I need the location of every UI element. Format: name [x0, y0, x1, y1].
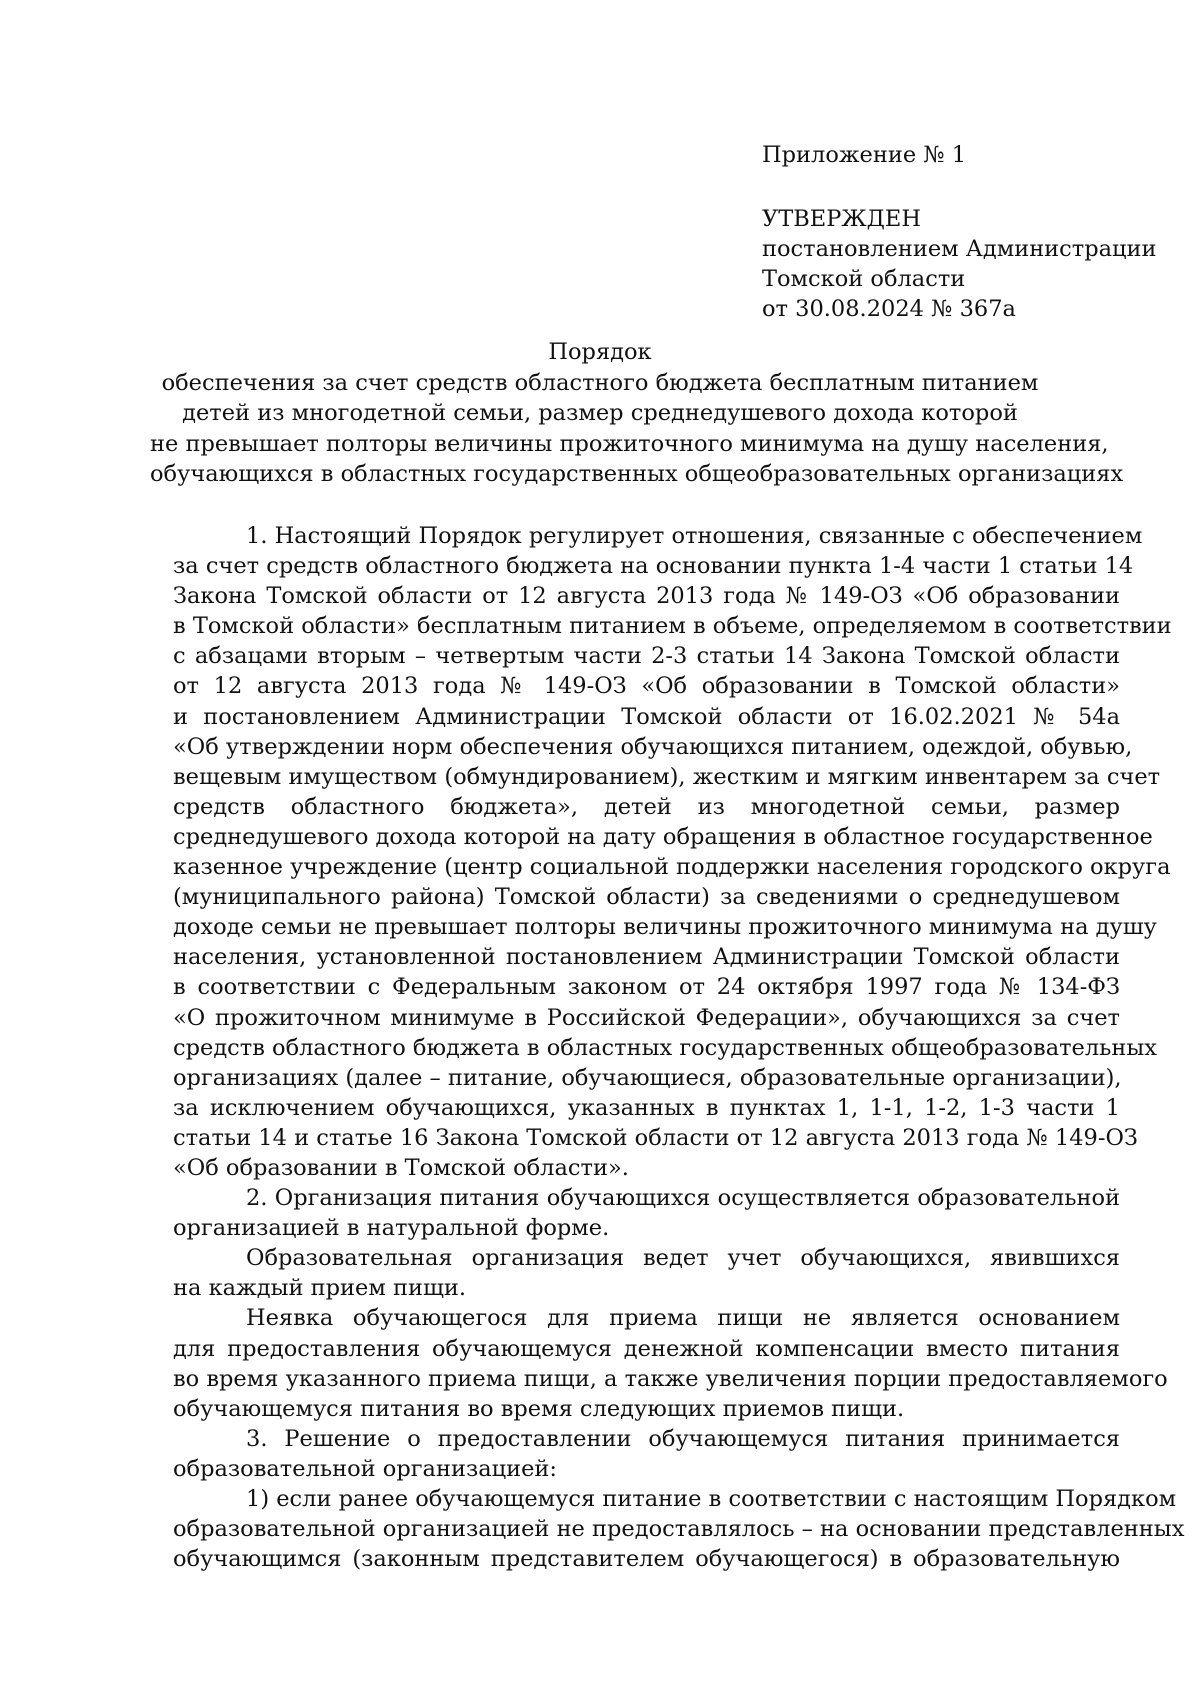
- title-line: не превышает полторы величины прожиточного минимума на душу населения,: [150, 430, 1109, 457]
- title-line: детей из многодетной семьи, размер среднедушевого дохода которой: [182, 400, 1018, 426]
- approved-label: УТВЕРЖДЕН: [762, 206, 921, 232]
- text-line: «О прожиточном минимуме в Российской Федерации», обучающихся за счет: [173, 1004, 1120, 1031]
- text-line: в соответствии с Федеральным законом от 24 октября 1997 года № 134-ФЗ: [173, 974, 1120, 1001]
- text-line: 2. Организация питания обучающихся осуществляется образовательной: [246, 1185, 1120, 1212]
- text-line: на каждый прием пищи.: [173, 1275, 467, 1302]
- text-line: населения, установленной постановлением Администрации Томской области: [173, 944, 1120, 971]
- document-body: [173, 521, 1185, 1574]
- text-line: образовательной организацией:: [173, 1455, 557, 1482]
- text-line: доходе семьи не превышает полторы величины прожиточного минимума на душу: [173, 914, 1157, 941]
- text-line: 1) если ранее обучающемуся питание в соответствии с настоящим Порядком: [246, 1486, 1177, 1512]
- text-line: за исключением обучающихся, указанных в пунктах 1, 1-1, 1-2, 1-3 части 1: [173, 1094, 1120, 1121]
- text-line: казенное учреждение (центр социальной поддержки населения городского округа: [173, 854, 1171, 881]
- text-line: «Об образовании в Томской области».: [173, 1154, 629, 1181]
- text-line: (муниципального района) Томской области) за сведениями о среднедушевом: [173, 884, 1120, 911]
- title-heading: Порядок: [548, 339, 652, 365]
- text-line: и постановлением Администрации Томской области от 16.02.2021 № 54а: [173, 703, 1120, 730]
- approval-stamp: [762, 140, 1157, 324]
- text-line: вещевым имуществом (обмундированием), жестким и мягким инвентарем за счет: [173, 763, 1161, 790]
- text-line: «Об утверждении норм обеспечения обучающихся питанием, одеждой, обувью,: [173, 733, 1133, 760]
- text-line: от 12 августа 2013 года № 149-ОЗ «Об образовании в Томской области»: [173, 673, 1120, 700]
- text-line: с абзацами вторым – четвертым части 2-3 статьи 14 Закона Томской области: [173, 643, 1120, 670]
- title-line: обеспечения за счет средств областного бюджета бесплатным питанием: [161, 369, 1039, 396]
- text-line: образовательной организацией не предоставлялось – на основании представленных: [173, 1516, 1185, 1543]
- text-line: средств областного бюджета в областных государственных общеобразовательных: [173, 1034, 1158, 1061]
- text-line: обучающимся (законным представителем обучающегося) в образовательную: [173, 1546, 1120, 1573]
- text-line: для предоставления обучающемуся денежной компенсации вместо питания: [173, 1335, 1120, 1362]
- appendix-label: Приложение № 1: [762, 142, 967, 168]
- approved-by-authority: Администрации: [965, 236, 1157, 262]
- approved-by-line: [762, 234, 1157, 264]
- text-line: 1. Настоящий Порядок регулирует отношения, связанные с обеспечением: [246, 523, 1143, 549]
- text-line: Неявка обучающегося для приема пищи не является основанием: [246, 1305, 1120, 1332]
- text-line: 3. Решение о предоставлении обучающемуся питания принимается: [246, 1425, 1120, 1452]
- text-line: организациях (далее – питание, обучающиеся, образовательные организации),: [173, 1064, 1122, 1091]
- text-line: организацией в натуральной форме.: [173, 1215, 610, 1242]
- approved-by-word: постановлением: [762, 236, 959, 262]
- approved-date-number: от 30.08.2024 № 367а: [762, 296, 1016, 322]
- text-line: обучающемуся питания во время следующих приемов пищи.: [173, 1395, 905, 1422]
- text-line: Образовательная организация ведет учет обучающихся, явившихся: [246, 1245, 1120, 1272]
- text-line: среднедушевого дохода которой на дату обращения в областное государственное: [173, 823, 1153, 850]
- text-line: средств областного бюджета», детей из многодетной семьи, размер: [173, 793, 1120, 820]
- text-line: Закона Томской области от 12 августа 2013 года № 149-ОЗ «Об образовании: [173, 583, 1120, 610]
- text-line: за счет средств областного бюджета на основании пункта 1-4 части 1 статьи 14: [173, 553, 1134, 580]
- title-line: обучающихся в областных государственных общеобразовательных организациях: [150, 461, 1124, 487]
- document-title: [150, 337, 1124, 490]
- text-line: статьи 14 и статье 16 Закона Томской области от 12 августа 2013 года № 149-ОЗ: [173, 1124, 1138, 1151]
- approved-region: Томской области: [762, 266, 966, 292]
- text-line: во время указанного приема пищи, а также увеличения порции предоставляемого: [173, 1365, 1168, 1392]
- text-line: в Томской области» бесплатным питанием в объеме, определяемом в соответствии: [173, 613, 1172, 640]
